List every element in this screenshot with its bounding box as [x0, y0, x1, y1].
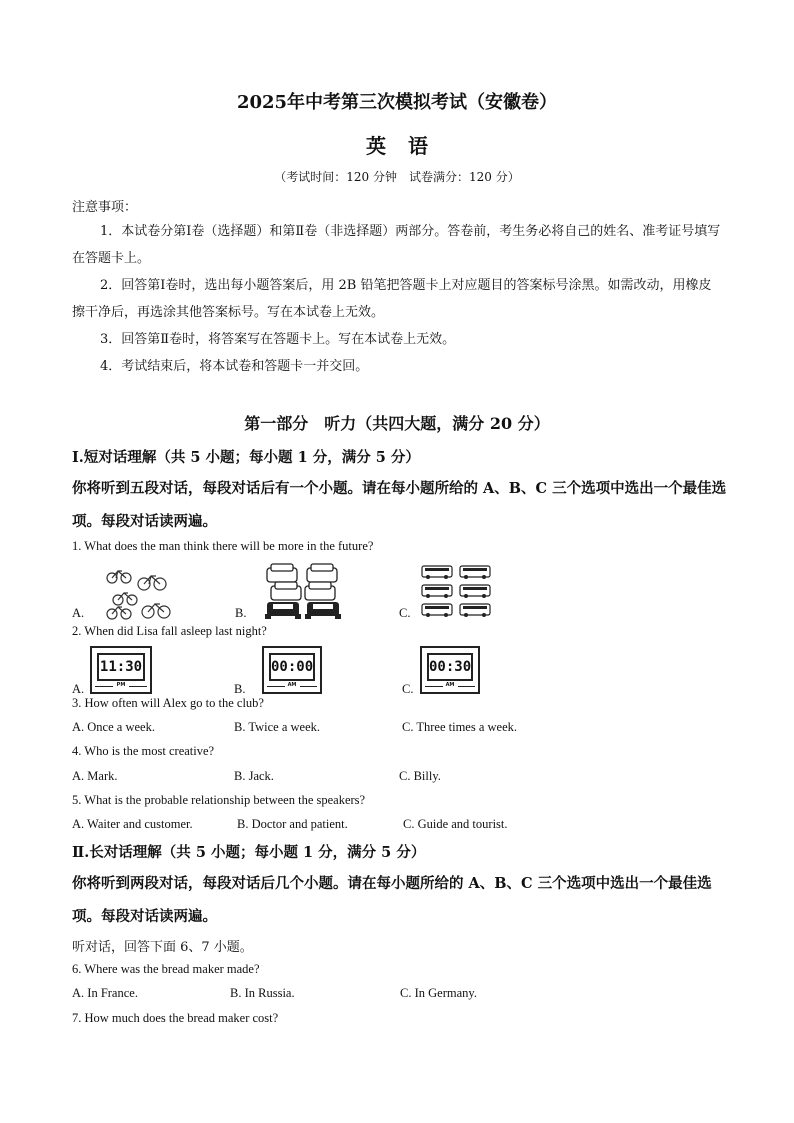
question-3: 3. How often will Alex go to the club?: [72, 696, 264, 710]
q2-option-a-label: A.: [72, 682, 85, 696]
part1-heading: 第一部分 听力（共四大题，满分 20 分）: [244, 414, 550, 433]
q3-option-c: C. Three times a week.: [402, 720, 518, 734]
question-4: 4. Who is the most creative?: [72, 744, 215, 758]
q4-option-b: B. Jack.: [234, 769, 274, 783]
bicycles-picture: [104, 566, 174, 621]
question-5: 5. What is the probable relationship between the speakers?: [72, 793, 366, 807]
q1-option-b-label: B.: [235, 606, 247, 620]
section2-heading: Ⅱ.长对话理解（共 5 小题；每小题 1 分，满分 5 分）: [72, 844, 426, 861]
clock-b-time: 00:00: [269, 653, 315, 681]
cars-picture: [263, 562, 343, 620]
question-6: 6. Where was the bread maker made?: [72, 962, 260, 976]
section1-instruction: 你将听到五段对话，每段对话后有一个小题。请在每小题所给的 A、B、C 三个选项中选出一个最佳选项。每段对话读两遍。: [72, 480, 727, 530]
q5-option-a: A. Waiter and customer.: [72, 817, 193, 831]
exam-meta: （考试时间：120 分钟 试卷满分：120 分）: [274, 170, 520, 184]
q1-option-a-label: A.: [72, 606, 85, 620]
q6-option-b: B. In Russia.: [230, 986, 295, 1000]
subject-title: [0, 130, 794, 159]
q5-option-c: C. Guide and tourist.: [403, 817, 508, 831]
subject-char-1: 英: [366, 134, 386, 158]
q2-option-b-label: B.: [234, 682, 246, 696]
question-1: 1. What does the man think there will be more in the future?: [72, 539, 374, 553]
note-item-2: 2．回答第Ⅰ卷时，选出每小题答案后，用 2B 铅笔把答题卡上对应题目的答案标号涂黑。如需改动，用橡皮擦干净后，再选涂其他答案标号。写在本试卷上无效。: [72, 278, 712, 320]
question-2: 2. When did Lisa fall asleep last night?: [72, 624, 267, 638]
q4-option-a: A. Mark.: [72, 769, 118, 783]
note-item-3: 3．回答第Ⅱ卷时，将答案写在答题卡上。写在本试卷上无效。: [100, 332, 456, 347]
clock-a-time: 11:30: [97, 653, 145, 681]
section2-instruction: 你将听到两段对话，每段对话后几个小题。请在每小题所给的 A、B、C 三个选项中选出一个最佳选项。每段对话读两遍。: [72, 875, 712, 925]
q4-option-c: C. Billy.: [399, 769, 441, 783]
clock-b: [262, 646, 322, 694]
q3-option-a: A. Once a week.: [72, 720, 155, 734]
q1-option-c-label: C.: [399, 606, 411, 620]
q5-option-b: B. Doctor and patient.: [237, 817, 348, 831]
clock-c: [420, 646, 480, 694]
notes-heading: 注意事项：: [72, 200, 138, 215]
section2-lead: 听对话，回答下面 6、7 小题。: [72, 940, 253, 955]
q6-option-c: C. In Germany.: [400, 986, 477, 1000]
clock-c-time: 00:30: [427, 653, 473, 681]
clock-c-period: AM: [425, 682, 475, 690]
subject-char-2: 语: [408, 134, 428, 158]
note-item-4: 4．考试结束后，将本试卷和答题卡一并交回。: [100, 359, 369, 374]
q6-option-a: A. In France.: [72, 986, 138, 1000]
question-7: 7. How much does the bread maker cost?: [72, 1011, 279, 1025]
clock-a: [90, 646, 152, 694]
paper-title: 2025年中考第三次模拟考试（安徽卷）: [236, 92, 558, 113]
section1-heading: Ⅰ.短对话理解（共 5 小题；每小题 1 分，满分 5 分）: [72, 449, 420, 466]
clock-b-period: AM: [267, 682, 317, 690]
q2-option-c-label: C.: [402, 682, 414, 696]
clock-a-period: PM: [95, 682, 147, 690]
q3-option-b: B. Twice a week.: [234, 720, 321, 734]
note-item-1: 1．本试卷分第Ⅰ卷（选择题）和第Ⅱ卷（非选择题）两部分。答卷前，考生务必将自己的姓名、准考证号填写在答题卡上。: [72, 224, 721, 266]
buses-picture: [420, 563, 492, 619]
